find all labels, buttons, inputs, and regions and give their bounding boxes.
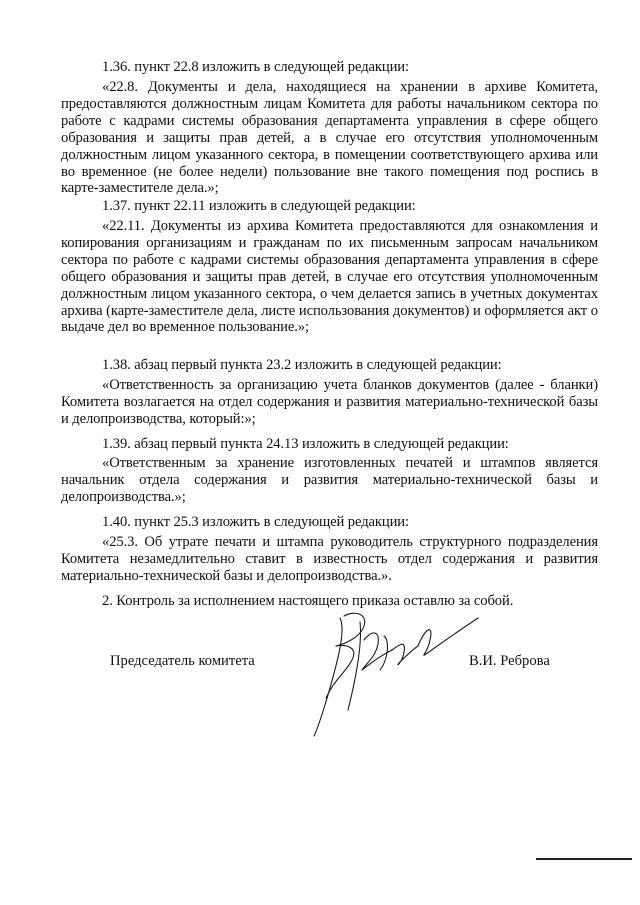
paragraph-22-8-text: «22.8. Документы и дела, находящиеся на хранении в архиве Комитета, предоставляются должностным лицам Комитета для работы начальником сектора по работе с кадрами системы образования департамента управления в сфере общего образования и защиты прав детей, а в случае его отсутствия уполномоченным должностным лицом указанного сектора, в помещении соответствующего архива или во временное (не более недели) пользование вне такого помещения под роспись в карте-заместителе дела.»; [61, 79, 598, 197]
paragraph-23-2-text: «Ответственность за организацию учета бланков документов (далее - бланки) Комитета возлагается на отдел содержания и развития материально-технической базы и делопроизводства, который:»; [61, 377, 598, 427]
signatory-title: Председатель комитета [110, 653, 255, 669]
signatory-name: В.И. Реброва [469, 653, 550, 669]
handwritten-signature [300, 600, 480, 740]
paragraph-1-38: 1.38. абзац первый пункта 23.2 изложить в следующей редакции: [102, 357, 502, 373]
paragraph-1-40: 1.40. пункт 25.3 изложить в следующей редакции: [102, 514, 409, 530]
paragraph-22-11-text: «22.11. Документы из архива Комитета предоставляются для ознакомления и копирования организациям и гражданам по их письменным запросам начальником сектора по работе с кадрами системы образования департамента управления в сфере общего образования и защиты прав детей, в случае его отсутствия уполномоченным должностным лицом указанного сектора, о чем делается запись в учетных документах архива (карте-заместителе дела, листе использования документов) и оформляется акт о выдаче дел во временное пользование.»; [61, 218, 598, 336]
paragraph-25-3-text: «25.3. Об утрате печати и штампа руководитель структурного подразделения Комитета незамедлительно ставит в известность отдел содержания и развития материально-технической базы и делопроизводства.». [61, 534, 598, 584]
paragraph-2-control: 2. Контроль за исполнением настоящего приказа оставлю за собой. [102, 593, 514, 609]
paragraph-24-13-text: «Ответственным за хранение изготовленных печатей и штампов является начальник отдела содержания и развития материально-технической базы и делопроизводства.»; [61, 455, 598, 505]
footer-rule [536, 858, 632, 860]
paragraph-1-39: 1.39. абзац первый пункта 24.13 изложить в следующей редакции: [102, 436, 509, 452]
paragraph-1-36: 1.36. пункт 22.8 изложить в следующей редакции: [102, 59, 409, 75]
paragraph-1-37: 1.37. пункт 22.11 изложить в следующей редакции: [102, 198, 416, 214]
